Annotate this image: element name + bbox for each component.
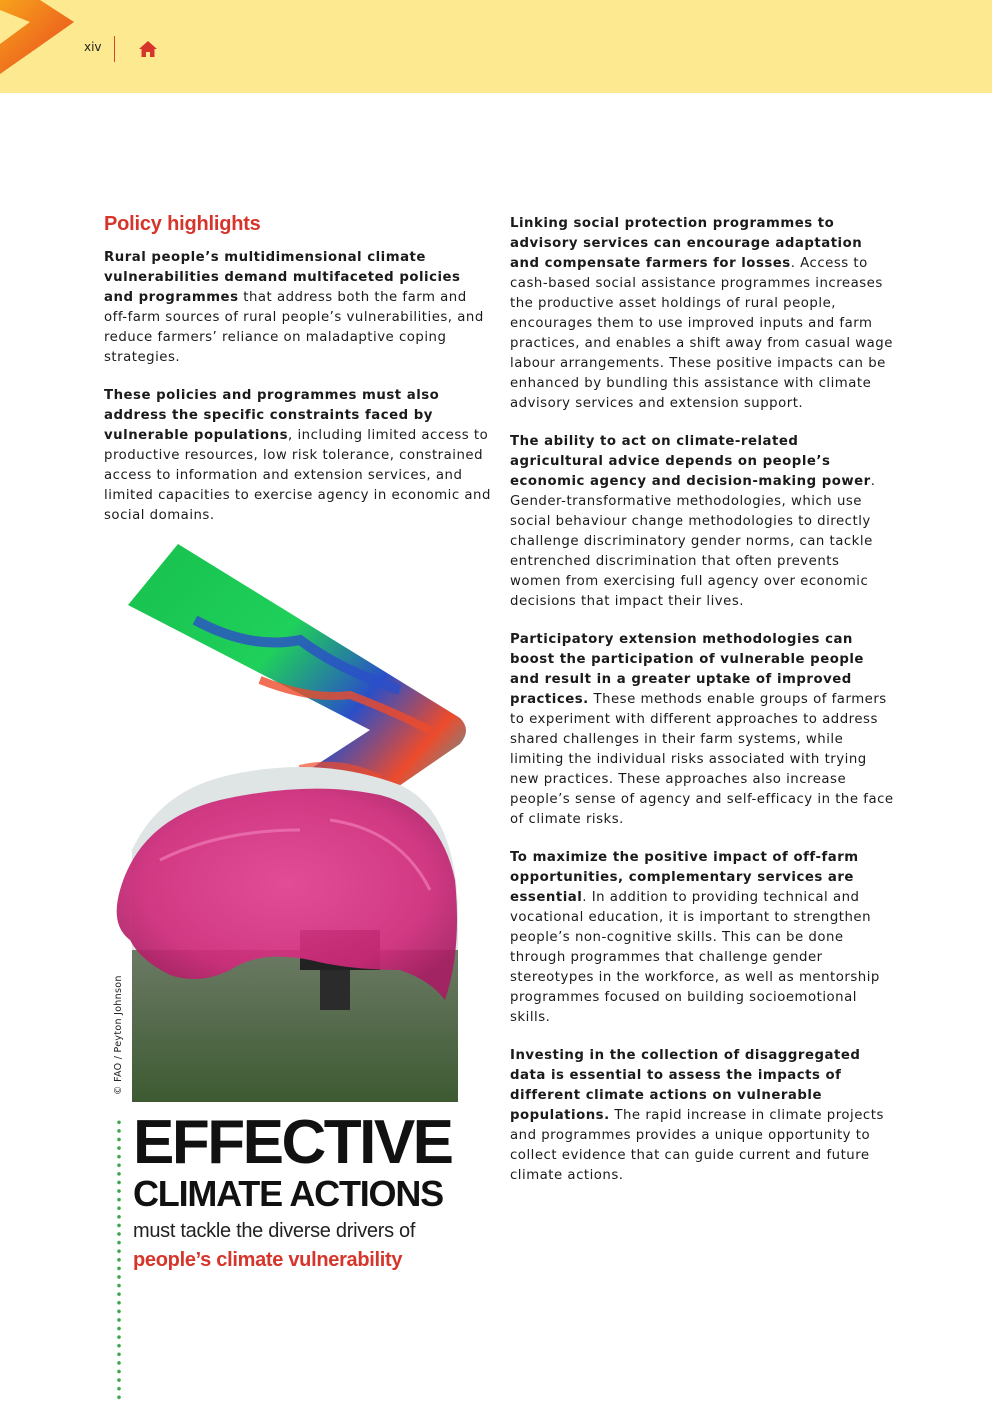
paragraph-body: , including limited access to productive resources, low risk tolerance, constrained access to information and extension services, and limited capacities to exercise agency in economic and social domains. bbox=[104, 428, 491, 523]
paragraph-lead: Linking social protection programmes to advisory services can encourage adaptation and compensate farmers for losses bbox=[510, 216, 863, 271]
policy-highlights-heading: Policy highlights bbox=[104, 213, 261, 235]
page-number: xiv bbox=[84, 40, 102, 54]
right-paragraph-4 bbox=[510, 848, 895, 1028]
paragraph-body: The rapid increase in climate projects and programmes provides a unique opportunity to collect evidence that can guide current and future climate actions. bbox=[510, 1108, 884, 1183]
paragraph-body: . In addition to providing technical and vocational education, it is important to strengthen people’s non-cognitive skills. This can be done through programmes that challenge gender stereotypes in the workforce, as well as mentorship programmes focused on building socioemotional skills. bbox=[510, 890, 880, 1025]
tagline-subtitle: must tackle the diverse drivers of bbox=[133, 1220, 416, 1242]
tagline-highlight: people’s climate vulnerability bbox=[133, 1249, 403, 1271]
paragraph-body: These methods enable groups of farmers to experiment with different approaches to address shared challenges in their farm systems, while limiting the individual risks associated with trying new practices. These approaches also increase people’s sense of agency and self-efficacy in the face of climate risks. bbox=[510, 692, 894, 827]
paragraph-body: . Access to cash-based social assistance programmes increases the productive asset holdings of rural people, encourages them to use improved inputs and farm practices, and enables a shift away from casual wage labour arrangements. These positive impacts can be enhanced by bundling this assistance with climate advisory services and extension support. bbox=[510, 256, 893, 411]
paragraph-lead: Participatory extension methodologies can boost the participation of vulnerable people and result in a greater uptake of improved practices. bbox=[510, 632, 864, 707]
paragraph-lead: These policies and programmes must also address the specific constraints faced by vulnerable populations bbox=[104, 388, 440, 443]
tagline-block bbox=[133, 1108, 473, 1274]
illustration-photo bbox=[100, 530, 492, 1110]
paragraph-lead: Rural people’s multidimensional climate vulnerabilities demand multifaceted policies and programmes bbox=[104, 250, 461, 305]
left-column bbox=[104, 213, 494, 544]
paragraph-lead: To maximize the positive impact of off-farm opportunities, complementary services are essential bbox=[510, 850, 859, 905]
photo-credit: © FAO / Peyton Johnson bbox=[113, 975, 124, 1095]
tagline-climate-actions: CLIMATE ACTIONS bbox=[133, 1173, 443, 1214]
right-paragraph-2 bbox=[510, 432, 895, 612]
right-paragraph-3 bbox=[510, 630, 895, 830]
paragraph-lead: The ability to act on climate-related agricultural advice depends on people’s economic agency and decision-making power bbox=[510, 434, 871, 489]
header-divider bbox=[114, 36, 115, 62]
paragraph-body: . Gender-transformative methodologies, which use social behaviour change methodologies to directly challenge discriminatory gender norms, can tackle entrenched discrimination that often prevents women from exercising full agency over economic decisions that impact their lives. bbox=[510, 474, 876, 609]
paragraph-lead: Investing in the collection of disaggregated data is essential to assess the impacts of different climate actions on vulnerable populations. bbox=[510, 1048, 861, 1123]
dotted-divider bbox=[117, 1118, 121, 1403]
right-paragraph-1 bbox=[510, 214, 895, 414]
right-paragraph-5 bbox=[510, 1046, 895, 1186]
right-column bbox=[510, 214, 895, 1204]
left-paragraph-2 bbox=[104, 386, 494, 526]
home-icon[interactable] bbox=[138, 39, 158, 59]
chevron-logo-icon bbox=[0, 0, 80, 80]
header-band bbox=[0, 0, 992, 93]
tagline-effective: EFFECTIVE bbox=[133, 1108, 452, 1177]
left-paragraph-1 bbox=[104, 248, 494, 368]
paragraph-body: that address both the farm and off-farm sources of rural people’s vulnerabilities, and reduce farmers’ reliance on maladaptive coping strategies. bbox=[104, 290, 484, 365]
